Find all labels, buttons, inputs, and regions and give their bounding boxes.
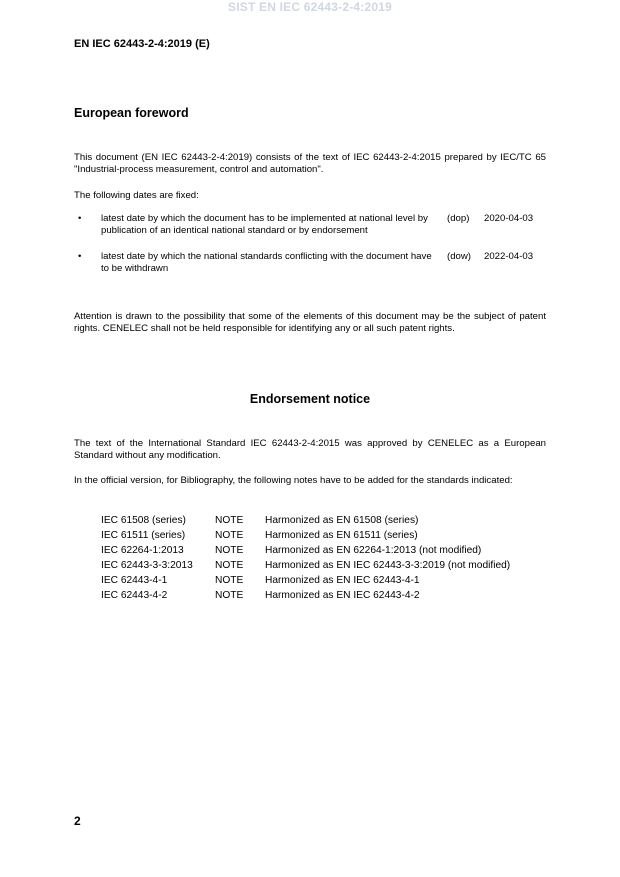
page-number: 2 xyxy=(74,814,81,828)
dates-intro: The following dates are fixed: xyxy=(74,190,199,201)
foreword-title: European foreword xyxy=(74,106,189,120)
bullet-date: 2022-04-03 xyxy=(484,251,534,262)
watermark: SIST EN IEC 62443-2-4:2019 xyxy=(228,0,392,14)
note-text: Harmonized as EN IEC 62443-3-3:2019 (not modified) xyxy=(265,560,511,571)
note-standard: IEC 62264-1:2013 xyxy=(101,545,184,556)
note-text: Harmonized as EN IEC 62443-4-2 xyxy=(265,590,420,601)
date-bullet-dow xyxy=(74,251,546,279)
note-label: NOTE xyxy=(215,575,244,586)
note-text: Harmonized as EN 61511 (series) xyxy=(265,530,418,541)
patent-attention-paragraph: Attention is drawn to the possibility that some of the elements of this document may be the subject of patent rights. CENELEC shall not be held responsible for identifying any or all such patent rights. xyxy=(74,311,546,334)
bullet-abbreviation: (dop) xyxy=(447,213,470,224)
bullet-text: latest date by which the document has to be implemented at national level by publication of an identical national standard or by endorsement xyxy=(101,213,428,236)
note-standard: IEC 62443-3-3:2013 xyxy=(101,560,193,571)
bullet-abbreviation: (dow) xyxy=(447,251,471,262)
bullet-date: 2020-04-03 xyxy=(484,213,534,224)
bullet-text: latest date by which the national standards conflicting with the document have to be withdrawn xyxy=(101,251,432,274)
note-standard: IEC 61511 (series) xyxy=(101,530,186,541)
date-bullet-dop xyxy=(74,213,546,241)
bullet-marker: • xyxy=(78,251,82,262)
note-standard: IEC 62443-4-1 xyxy=(101,575,168,586)
foreword-paragraph: This document (EN IEC 62443-2-4:2019) consists of the text of IEC 62443-2-4:2015 prepared by IEC/TC 65 "Industrial-process measurement, control and automation". xyxy=(74,152,546,175)
note-text: Harmonized as EN 62264-1:2013 (not modified) xyxy=(265,545,482,556)
note-text: Harmonized as EN IEC 62443-4-1 xyxy=(265,575,420,586)
note-standard: IEC 61508 (series) xyxy=(101,515,186,526)
endorsement-paragraph: The text of the International Standard IEC 62443-2-4:2015 was approved by CENELEC as a European Standard without any modification. xyxy=(74,438,546,461)
note-standard: IEC 62443-4-2 xyxy=(101,590,168,601)
note-label: NOTE xyxy=(215,545,244,556)
document-id-header: EN IEC 62443-2-4:2019 (E) xyxy=(74,38,210,50)
endorsement-title: Endorsement notice xyxy=(249,392,371,406)
note-label: NOTE xyxy=(215,515,244,526)
note-label: NOTE xyxy=(215,530,244,541)
bibliography-intro: In the official version, for Bibliography, the following notes have to be added for the standards indicated: xyxy=(74,475,513,486)
note-text: Harmonized as EN 61508 (series) xyxy=(265,515,419,526)
note-label: NOTE xyxy=(215,590,244,601)
note-label: NOTE xyxy=(215,560,244,571)
bullet-marker: • xyxy=(78,213,82,224)
